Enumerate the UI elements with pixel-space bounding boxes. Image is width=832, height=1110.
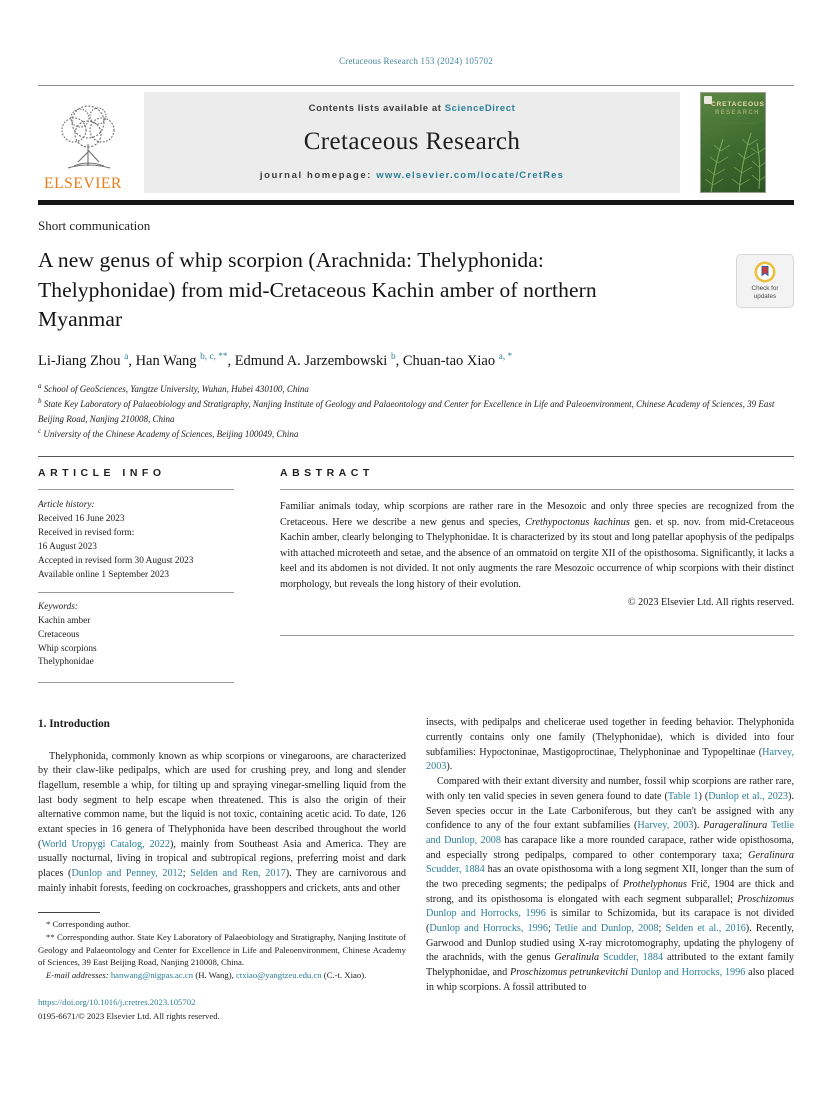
info-abstract-section: [38, 466, 794, 683]
citation-link[interactable]: hanwang@nigpas.ac.cn: [110, 969, 194, 980]
keywords-divider: [38, 592, 234, 593]
check-for-updates-button[interactable]: [736, 254, 794, 308]
introduction-heading: 1. Introduction: [38, 718, 110, 731]
history-line: Available online 1 September 2023: [38, 569, 169, 580]
history-line: Received 16 June 2023: [38, 514, 125, 525]
affiliation-sup: b: [38, 397, 42, 406]
article-type-label: Short communication: [38, 218, 151, 233]
info-top-divider: [38, 456, 794, 457]
footnote-corresponding-2: ** Corresponding author. State Key Laboratory of Palaeobiology and Stratigraphy, Nanjing Institute of Geology and Palaeontology and Center for Excellence in Life and Paleoenvironment, Chinese Academy of Sciences, 39 East Beijing Road, Nanjing 210008, China.: [38, 932, 406, 968]
elsevier-tree-icon: [44, 100, 132, 174]
left-column: [38, 716, 406, 1022]
journal-cover-thumbnail: [700, 92, 766, 193]
right-column: [426, 716, 794, 1022]
text-segment: Prothelyphonus: [622, 878, 687, 890]
issn-copyright-line: 0195-6671/© 2023 Elsevier Ltd. All rights reserved.: [38, 1010, 220, 1021]
text-segment: Li-Jiang Zhou: [38, 352, 125, 369]
text-segment: ;: [182, 868, 191, 880]
check-for-updates-label: Check for updates: [751, 285, 779, 300]
footnotes: [38, 912, 406, 981]
text-segment: Proschizomus: [737, 893, 794, 905]
citation-link[interactable]: World Uropygi Catalog, 2022: [41, 838, 170, 850]
affiliation-sup: c: [38, 426, 42, 435]
citation-link[interactable]: Dunlop and Penney, 2012: [71, 868, 183, 880]
masthead: [38, 92, 794, 193]
masthead-banner: [144, 92, 680, 193]
article-info-heading: ARTICLE INFO: [38, 467, 166, 480]
text-segment: , Han Wang: [128, 352, 201, 369]
citation-link[interactable]: Dunlop and Horrocks, 1996: [429, 923, 548, 935]
abstract-text: [280, 499, 794, 592]
keyword: Thelyphonidae: [38, 657, 94, 668]
abstract-copyright: © 2023 Elsevier Ltd. All rights reserved.: [627, 597, 794, 609]
text-segment: Compared with their extant diversity and number, fossil whip scorpions are rather rare, with only ten valid species in seven genera found to date (: [426, 776, 794, 802]
keyword: Kachin amber: [38, 615, 91, 626]
doi-block: [38, 996, 406, 1022]
citation-link[interactable]: Harvey, 2003: [426, 746, 794, 773]
citation-link[interactable]: Harvey, 2003: [637, 820, 694, 832]
history-line: Received in revised form:: [38, 527, 135, 538]
citation-link[interactable]: Selden and Ren, 2017: [190, 868, 286, 880]
author-affiliation-sup: b: [390, 351, 396, 362]
text-segment: , Edmund A. Jarzembowski: [227, 352, 391, 369]
history-line: 16 August 2023: [38, 541, 97, 552]
text-segment: also placed in whip scorpions. A fossil attributed to: [426, 967, 794, 993]
keywords-label: Keywords:: [38, 601, 78, 612]
homepage-line: [144, 170, 680, 181]
citation-link[interactable]: Dunlop et al., 2023: [708, 790, 789, 802]
citation-link[interactable]: Dunlop and Horrocks, 1996: [630, 967, 746, 979]
intro-paragraph: [38, 750, 406, 897]
text-segment: has carapace like a more rounded carapace, rather wide opisthosoma, and especially strong pedipalps, compared to other contemporary taxa;: [426, 834, 794, 861]
text-segment: Parageralinura: [703, 820, 768, 832]
citation-link[interactable]: Table 1: [667, 790, 699, 802]
citation-link[interactable]: Tetlie and Dunlop, 2008: [554, 923, 659, 935]
text-segment: (H. Wang),: [193, 969, 236, 980]
text-segment: E-mail addresses:: [46, 969, 111, 980]
history-line: Accepted in revised form 30 August 2023: [38, 555, 194, 566]
homepage-url-link[interactable]: www.elsevier.com/locate/CretRes: [376, 170, 565, 181]
affiliation-c: $^c$ University of the Chinese Academy of Sciences, Beijing 100049, China: [38, 426, 299, 439]
history-label: Article history:: [38, 500, 95, 511]
contents-line: [144, 103, 680, 114]
sciencedirect-link[interactable]: ScienceDirect: [444, 103, 516, 114]
fern-illustration: [701, 93, 766, 193]
text-segment: ). Recently, Garwood and Dunlop studied using X-ray microtomography, updating the phylogeny of the arachnids, with the genus: [426, 923, 794, 964]
text-segment: ;: [547, 923, 555, 935]
keyword: Whip scorpions: [38, 643, 97, 654]
abstract-column: [280, 466, 794, 635]
homepage-prefix: journal homepage:: [259, 170, 377, 181]
text-segment: Thelyphonida, commonly known as whip scorpions or vinegaroons, are characterized by their claw-like pedipalps, which are used for crushing prey, and long and slender flagellum, resemble a whip, for tilting up and spraying vinegar-smelling liquid from the last body segment to help escape when threatened. This is also the origin of their alternative common name, but the liquid is not toxic, containing acetic acid. To date, 126 extant species in 16 genera of Thelyphonida have been described throughout the world (: [38, 750, 406, 850]
article-body: [38, 716, 794, 1022]
article-info-rule: [38, 489, 234, 490]
elsevier-wordmark: ELSEVIER: [44, 175, 122, 192]
body-paragraph: [426, 716, 794, 775]
body-paragraph: [426, 775, 794, 995]
doi-link[interactable]: https://doi.org/10.1016/j.cretres.2023.105702: [38, 997, 196, 1008]
abstract-heading: ABSTRACT: [280, 467, 374, 480]
citation-link[interactable]: ctxiao@yangtzeu.edu.cn: [235, 969, 322, 980]
text-segment: ). They are carnivorous and mainly inhabit forests, feeding on cockroaches, grasshoppers and crickets, ants and other: [38, 868, 406, 894]
footnote-divider: [38, 912, 100, 913]
abstract-rule: [280, 489, 794, 490]
author-list: [38, 352, 794, 370]
title-row: [38, 246, 794, 335]
check-for-updates-icon: [754, 261, 776, 283]
cover-title: CRETACEOUS: [711, 101, 765, 108]
footnote-emails: [38, 969, 406, 982]
text-segment: ).: [446, 761, 453, 773]
elsevier-logo: [38, 92, 144, 193]
citation-link[interactable]: Tetlie and Dunlop, 2008: [426, 820, 794, 846]
text-segment: gen. et sp. nov. from mid-Cretaceous Kachin amber, clearly belonging to Thelyphonidae. It is characterized by its stout and long patellar apophysis of the pedipalps with attached microteeth and setae, and the absence of an ommatoid on tergite XII of the opisthosoma. Significantly, it lacks a keel and its abdomen is not divided. It not only augments the rare Mesozoic occurrence of whip scorpions with their distinct morphology, but reveals the long history of their evolution.: [280, 516, 794, 590]
author-affiliation-sup: b, c, **: [200, 351, 228, 362]
text-segment: Proschizomus petrunkevitchi: [510, 967, 628, 979]
text-segment: ).: [693, 820, 704, 832]
citation-link[interactable]: Scudder, 1884: [603, 952, 664, 964]
text-segment: Geralinura: [748, 849, 794, 861]
text-segment: Geralinula: [554, 952, 600, 964]
cover-subtitle: RESEARCH: [715, 110, 760, 116]
contents-prefix: Contents lists available at: [308, 103, 445, 114]
text-segment: ) (: [698, 790, 709, 802]
text-segment: ), mainly from Southeast Asia and America. They are usually nocturnal, living in tropical and subtropical regions, preferring moist and dark places (: [38, 838, 406, 880]
text-segment: Familiar animals today, whip scorpions are rather rare in the Mesozoic and only three species are recognized from the Cretaceous. Here we describe a new genus and species,: [280, 501, 794, 528]
article-title: A new genus of whip scorpion (Arachnida: Thelyphonida: Thelyphonidae) from mid-Cretaceous Kachin amber of northern Myanmar: [38, 248, 597, 332]
text-segment: is similar to Schizomida, but its carapace is not divided (: [426, 908, 794, 935]
text-segment: , Chuan-tao Xiao: [395, 352, 499, 369]
affiliation-b: $^b$ State Key Laboratory of Palaeobiology and Stratigraphy, Nanjing Institute of Geology and Palaeontology and Center for Excellence in Life and Paleoenvironment, Chinese Academy of Sciences, 39 East Beijing Road, Nanjing 210008, China: [38, 397, 775, 424]
keyword: Cretaceous: [38, 629, 80, 640]
author-affiliation-sup: a, *: [498, 351, 513, 362]
text-segment: ). Seven species occur in the Late Carboniferous, but they can't be assigned with any confidence to any of the four extant subfamilies (: [426, 790, 794, 832]
footnote-corresponding-1: * Corresponding author.: [46, 919, 131, 930]
top-divider: [38, 85, 794, 86]
article-info-column: [38, 466, 234, 683]
author-affiliation-sup: a: [124, 351, 129, 362]
text-segment: attributed to the extant family Thelyphonidae, and: [426, 952, 794, 979]
text-segment: insects, with pedipalps and chelicerae used together in feeding behavior. Thelyphonida currently contains only one family (Thelyphonidae), which is divided into four subfamilies: Hypoctoninae, Mastigoproctinae, Thelyphoninae and Typopeltinae (: [426, 717, 794, 758]
affiliations: [38, 381, 794, 442]
text-segment: Crethypoctonus kachinus: [525, 516, 630, 528]
citation-link[interactable]: Selden et al., 2016: [665, 923, 746, 935]
text-segment: Frič, 1904 are thick and strong, and its opisthosoma is elongated with each segment subparallel;: [426, 878, 794, 905]
affiliation-sup: a: [38, 381, 42, 390]
citation-link[interactable]: Scudder, 1884: [426, 864, 485, 876]
text-segment: has an ovate opisthosoma with a long segment XII, longer than the sum of the two preceding segments; the pedipalps of: [426, 864, 794, 890]
affiliation-a: $^a$ School of GeoSciences, Yangtze University, Wuhan, Hubei 430100, China: [38, 381, 309, 394]
masthead-bottom-bar: [38, 200, 794, 205]
journal-title: Cretaceous Research: [303, 128, 521, 155]
journal-reference: Cretaceous Research 153 (2024) 105702: [339, 56, 493, 66]
text-segment: (C.-t. Xiao).: [321, 969, 367, 980]
citation-link[interactable]: Dunlop and Horrocks, 1996: [426, 908, 546, 920]
text-segment: ;: [658, 923, 666, 935]
